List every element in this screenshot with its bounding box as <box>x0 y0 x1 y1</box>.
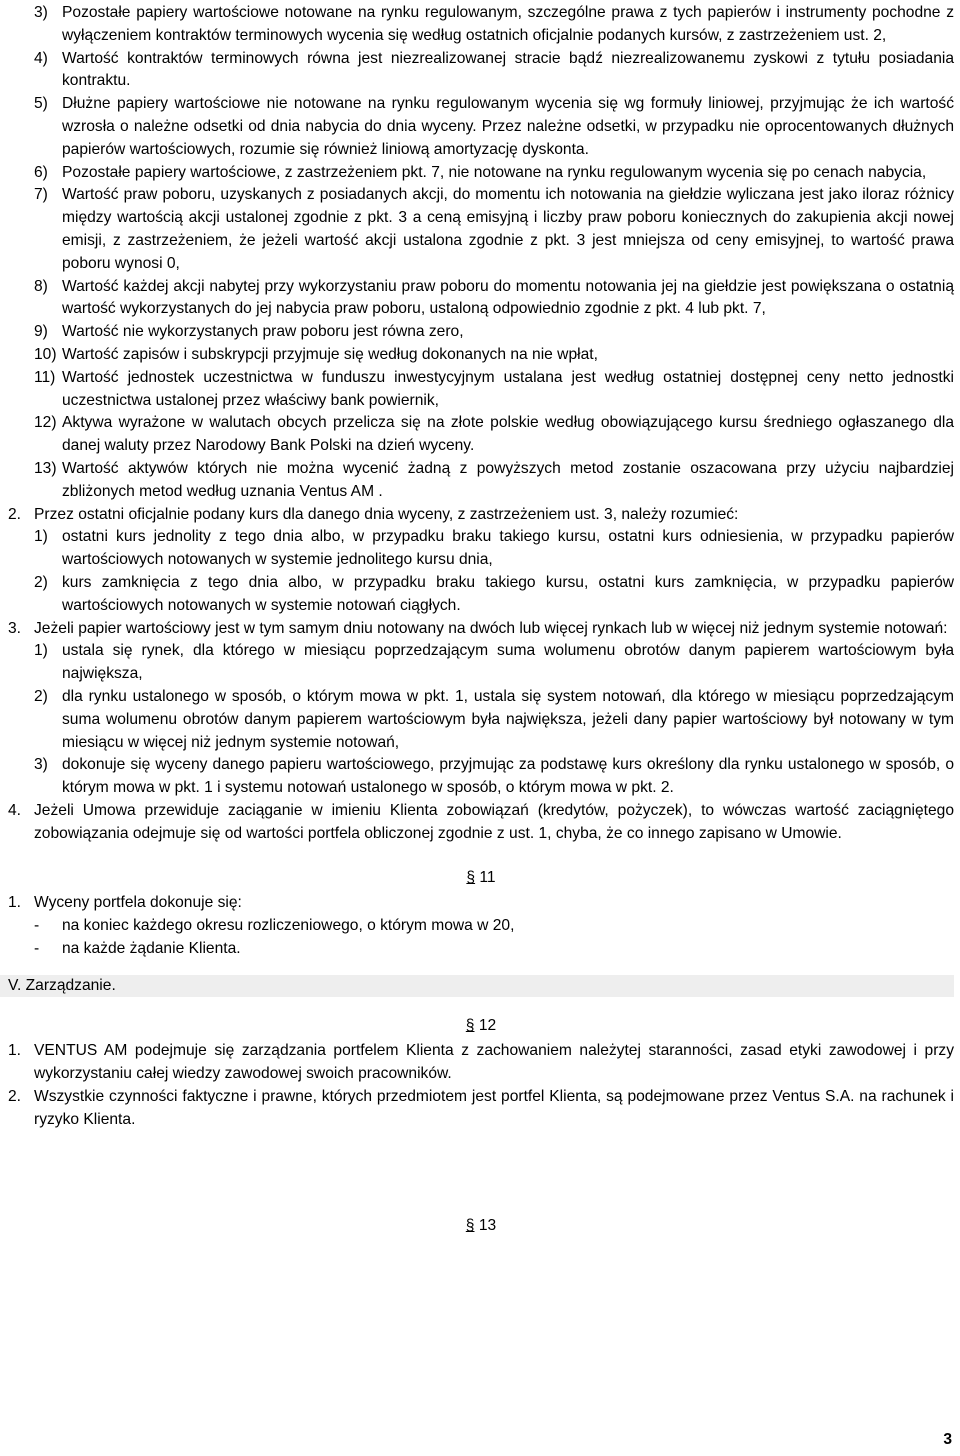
list-item: - na każde żądanie Klienta. <box>34 939 241 957</box>
paragraph-2: 2. Wszystkie czynności faktyczne i prawne, których przedmiotem jest portfel Klienta, są podejmowane przez Ventus S.A. na rachunek i ryzyko Klienta. <box>8 1087 954 1128</box>
list-item: 4) Wartość kontraktów terminowych równa jest niezrealizowanej stracie bądź niezrealizowanemu zyskowi z tytułu posiadania kontraktu. <box>34 49 954 90</box>
section-sign-13: § 13 <box>465 1217 497 1235</box>
list-item: 3) Pozostałe papiery wartościowe notowane na rynku regulowanym, szczególne prawa z tych papierów i instrumenty pochodne z wyłączeniem kontraktów terminowych wycenia się według ostatnich oficjalnie podanych kursów, z zastrzeżeniem ust. 2, <box>34 4 954 44</box>
list-item: 1) ustala się rynek, dla którego w miesiącu poprzedzającym suma wolumenu obrotów danym papierem wartościowym była największa, <box>34 642 954 683</box>
list-item: 6) Pozostałe papiery wartościowe, z zastrzeżeniem pkt. 7, nie notowane na rynku regulowanym wycenia się po cenach nabycia, <box>34 163 927 181</box>
paragraph-1: 1. VENTUS AM podejmuje się zarządzania portfelem Klienta z zachowaniem należytej staranności, zasad etyki zawodowej i przy wykorzystaniu całej wiedzy zawodowej swoich pracowników. <box>8 1042 954 1083</box>
page-number: 3 <box>943 1431 952 1449</box>
section-heading: V. Zarządzanie. <box>0 975 954 998</box>
list-item: 5) Dłużne papiery wartościowe nie notowane na rynku regulowanym wycenia się wg formuły liniowej, przyjmując że ich wartość wzrosła o należne odsetki od dnia nabycia do dnia wyceny. Przez należne odsetki, w przypadku nie oprocentowanych dłużnych papierów wartościowych, rozumie się również liniową amortyzację dyskonta. <box>34 95 954 158</box>
list-item: 9) Wartość nie wykorzystanych praw poboru jest równa zero, <box>34 323 464 341</box>
valuation-rules-list <box>8 2 954 504</box>
list-item: 7) Wartość praw poboru, uzyskanych z posiadanych akcji, do momentu ich notowania na giełdzie wyliczana jest jako iloraz różnicy między wartością akcji ustalonej zgodnie z pkt. 3 a ceną emisyjną i liczby praw poboru koniecznych do zakupienia akcji nowej emisji, z zastrzeżeniem, że jeżeli wartość akcji ustalona zgodnie z pkt. 3 jest mniejsza od ceny emisyjnej, to wartość prawa poboru wynosi 0, <box>34 186 954 272</box>
section-sign-11: § 11 <box>466 869 496 887</box>
list-item: 13) Wartość aktywów których nie można wycenić żadną z powyższych metod zostanie oszacowana przy użyciu najbardziej zbliżonych metod według uznania Ventus AM . <box>34 459 954 500</box>
list-item: 3) dokonuje się wyceny danego papieru wartościowego, przyjmując za podstawę kurs określony dla rynku ustalonego w sposób, o którym mowa w pkt. 1 i systemu notowań ustalonego w sposób, o którym mowa w pkt. 2. <box>34 756 954 797</box>
list-item: 2) kurs zamknięcia z tego dnia albo, w przypadku braku takiego kursu, ostatni kurs zamknięcia, w przypadku papierów wartościowych notowanych w systemie notowań ciągłych. <box>34 573 954 614</box>
list-item: 11) Wartość jednostek uczestnictwa w funduszu inwestycyjnym ustalana jest według ostatniej dostępnej ceny netto jednostki uczestnictwa ustalonej przez właściwy bank powiernik, <box>34 368 954 409</box>
section-sign-12: § 12 <box>465 1017 497 1035</box>
paragraph-1: 1. Wyceny portfela dokonuje się: <box>8 894 242 912</box>
paragraph-3: 3. Jeżeli papier wartościowy jest w tym samym dniu notowany na dwóch lub więcej rynkach lub w więcej niż jednym systemie notowań: <box>8 619 948 637</box>
list-item: 10) Wartość zapisów i subskrypcji przyjmuje się według dokonanych na nie wpłat, <box>34 345 598 363</box>
list-item: 12) Aktywa wyrażone w walutach obcych przelicza się na złote polskie według obowiązującego kursu średniego ogłaszanego dla danej waluty przez Narodowy Bank Polski na dzień wyceny. <box>34 414 954 455</box>
list-item: - na koniec każdego okresu rozliczeniowego, o którym mowa w 20, <box>34 917 515 935</box>
list-item: 8) Wartość każdej akcji nabytej przy wykorzystaniu praw poboru do momentu notowania jej na giełdzie jest powiększana o ostatnią wartość wykorzystanych do jej nabycia praw poboru, ustaloną odpowiednio zgodnie z pkt. 4 lub pkt. 7, <box>34 277 954 318</box>
list-item: 2) dla rynku ustalonego w sposób, o którym mowa w pkt. 1, ustala się system notowań, dla którego w miesiącu poprzedzającym suma wolumenu obrotów danym papierem wartościowym była największa, jeżeli dany papier wartościowy był notowany w tym miesiącu w więcej niż jednym systemie notowań, <box>34 687 954 751</box>
paragraph-2: 2. Przez ostatni oficjalnie podany kurs dla danego dnia wyceny, z zastrzeżeniem ust. 3, należy rozumieć: <box>8 505 739 523</box>
paragraph-4: 4. Jeżeli Umowa przewiduje zaciąganie w imieniu Klienta zobowiązań (kredytów, pożyczek), to wówczas wartość zaciągniętego zobowiązania odejmuje się od wartości portfela obliczonej zgodnie z ust. 1, chyba, że co innego zapisano w Umowie. <box>8 801 954 842</box>
list-item: 1) ostatni kurs jednolity z tego dnia albo, w przypadku braku takiego kursu, ostatni kurs odniesienia, w przypadku papierów wartościowych notowanych w systemie jednolitego kursu dnia, <box>34 528 954 569</box>
